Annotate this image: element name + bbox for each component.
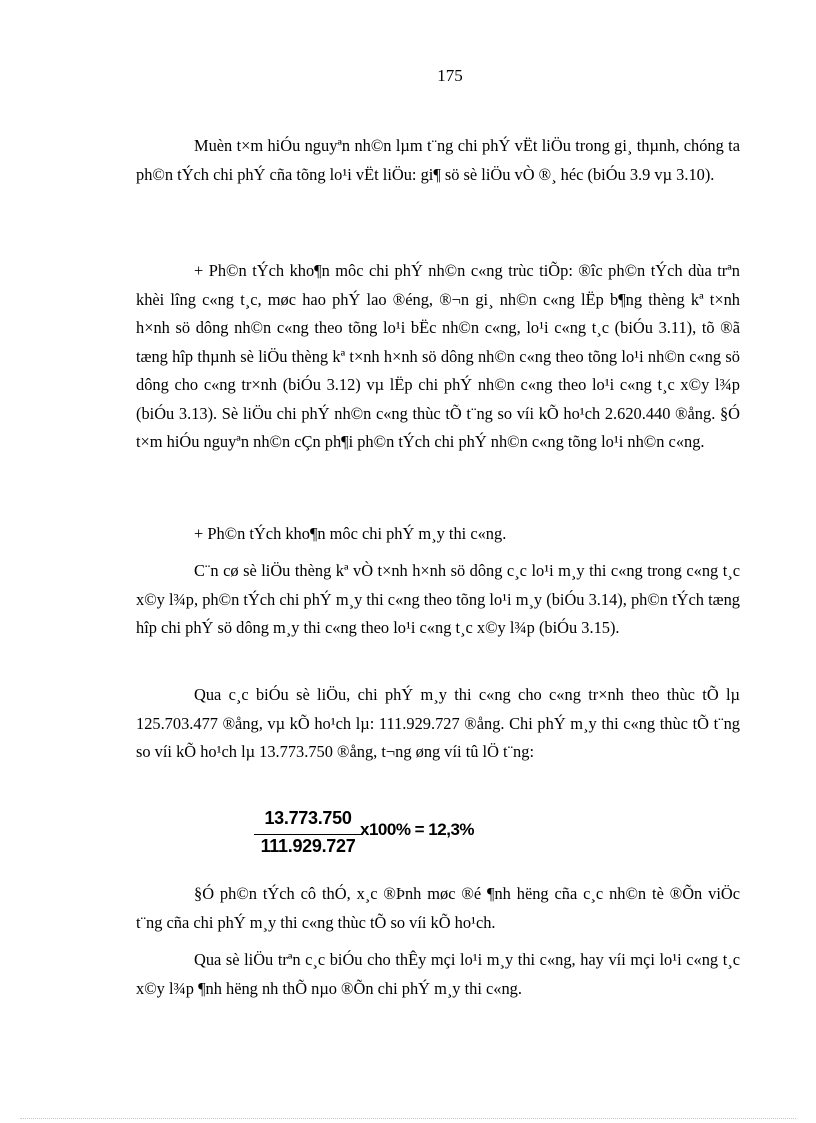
fraction-bar bbox=[254, 834, 362, 835]
paragraph-2: + Ph©n tÝch kho¶n môc chi phÝ nh©n c«ng trùc tiÕp: ®îc ph©n tÝch dùa trªn khèi lîng c«ng t¸c, møc hao phÝ lao ®éng, ®¬n gi¸ nh©n c«ng lËp b¶ng thèng kª t×nh h×nh sö dông nh©n c«ng theo tõng lo¹i bËc nh©n c«ng, lo¹i c«ng t¸c (biÓu 3.11), tõ ®ã tæng hîp thµnh sè liÖu thèng kª t×nh h×nh sö dông nh©n c«ng theo tõng lo¹i nh©n c«ng sö dông cho c«ng tr×nh (biÓu 3.12) vµ lËp chi phÝ nh©n c«ng theo lo¹i c«ng t¸c x©y l¾p (biÓu 3.13). Sè liÖu chi phÝ nh©n c«ng thùc tÕ t¨ng so víi kÕ ho¹ch 2.620.440 ®ång. §Ó t×m hiÓu nguyªn nh©n cÇn ph¶i ph©n tÝch chi phÝ nh©n c«ng tõng lo¹i nh©n c«ng. bbox=[136, 261, 740, 451]
paragraph-3: + Ph©n tÝch kho¶n môc chi phÝ m¸y thi c«ng. bbox=[194, 524, 507, 543]
paragraph-7: Qua sè liÖu trªn c¸c biÓu cho thÊy mçi lo¹i m¸y thi c«ng, hay víi mçi lo¹i c«ng t¸c x©y l¾p ¶nh hëng nh thÕ nµo ®Õn chi phÝ m¸y thi c«ng. bbox=[136, 950, 740, 998]
formula-denominator: 111.929.727 bbox=[260, 836, 356, 856]
page-bottom-border bbox=[20, 1118, 796, 1119]
page-number: 175 bbox=[437, 66, 463, 85]
paragraph-5: Qua c¸c biÓu sè liÖu, chi phÝ m¸y thi c«ng cho c«ng tr×nh theo thùc tÕ lµ 125.703.477 ®ång, vµ kÕ ho¹ch lµ: 111.929.727 ®ång. Chi phÝ m¸y thi c«ng thùc tÕ t¨ng so víi kÕ ho¹ch lµ 13.773.750 ®ång, t¬ng øng víi tû lÖ t¨ng: bbox=[136, 685, 740, 761]
formula-numerator: 13.773.750 bbox=[264, 808, 352, 828]
paragraph-6: §Ó ph©n tÝch cô thÓ, x¸c ®Þnh møc ®é ¶nh hëng cña c¸c nh©n tè ®Õn viÖc t¨ng cña chi phÝ m¸y thi c«ng thùc tÕ so víi kÕ ho¹ch. bbox=[136, 884, 740, 932]
formula-result: x100% = 12,3% bbox=[360, 820, 475, 839]
paragraph-4: C¨n cø sè liÖu thèng kª vÒ t×nh h×nh sö dông c¸c lo¹i m¸y thi c«ng trong c«ng t¸c x©y l¾p, ph©n tÝch chi phÝ m¸y thi c«ng theo tõng lo¹i m¸y (biÓu 3.14), ph©n tÝch tæng hîp chi phÝ sö dông m¸y thi c«ng theo lo¹i c«ng t¸c x©y l¾p (biÓu 3.15). bbox=[136, 561, 740, 637]
paragraph-1: Muèn t×m hiÓu nguyªn nh©n lµm t¨ng chi phÝ vËt liÖu trong gi¸ thµnh, chóng ta ph©n tÝch chi phÝ cña tõng lo¹i vËt liÖu: gi¶ sö sè liÖu vÒ ®¸ héc (biÓu 3.9 vµ 3.10). bbox=[136, 136, 740, 184]
